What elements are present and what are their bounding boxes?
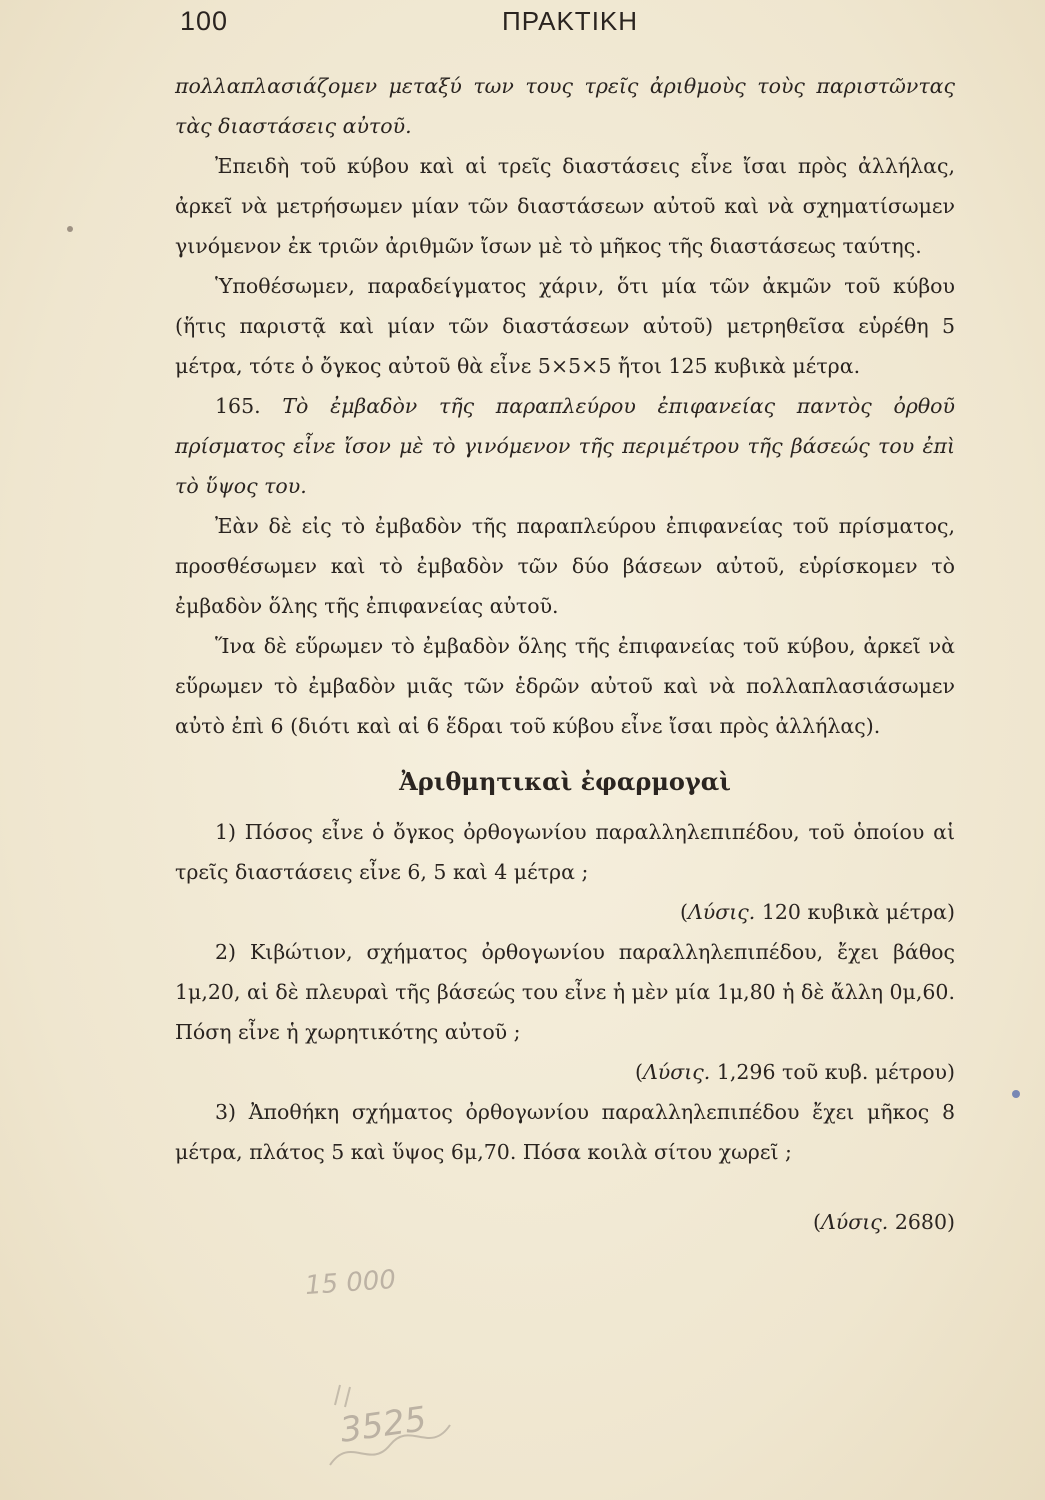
pencil-note: 3525 — [337, 1399, 429, 1451]
answer-3: (Λύσις. 2680) — [813, 1210, 955, 1234]
paragraph-3: Ὑποθέσωμεν, παραδείγματος χάριν, ὅτι μία τῶν ἀκμῶν τοῦ κύβου (ἥτις παριστᾷ καὶ μίαν τῶν διαστάσεων αὐτοῦ) μετρηθεῖσα εὑρέθη 5 μέτρα, τότε ὁ ὄγκος αὐτοῦ θὰ εἶνε 5×5×5 ἤτοι 125 κυβικὰ μέτρα. — [175, 274, 955, 378]
section-heading: Ἀριθμητικαὶ ἐφαρμογαὶ — [399, 767, 731, 796]
pencil-note: 15 000 — [304, 1264, 397, 1302]
answer-2: (Λύσις. 1,296 τοῦ κυβ. μέτρου) — [635, 1060, 955, 1084]
answer-value: 2680) — [894, 1210, 955, 1234]
answer-label: Λύσις. — [643, 1060, 711, 1084]
paragraph-1: πολλαπλασιάζομεν μεταξύ των τους τρεῖς ἀριθμοὺς τοὺς παριστῶντας τὰς διαστάσεις αὐτοῦ. — [175, 74, 955, 138]
paragraph-2: Ἐπειδὴ τοῦ κύβου καὶ αἱ τρεῖς διαστάσεις εἶνε ἴσαι πρὸς ἀλλήλας, ἀρκεῖ νὰ μετρήσωμεν μίαν τῶν διαστάσεων αὐτοῦ καὶ νὰ σχηματίσωμεν γινόμενον ἐκ τριῶν ἀριθμῶν ἴσων μὲ τὸ μῆκος τῆς διαστάσεως ταύτης. — [175, 154, 955, 258]
answer-value: 120 κυβικὰ μέτρα) — [761, 900, 955, 924]
section-number: 165. — [215, 394, 261, 418]
pencil-scribble-icon — [320, 1375, 460, 1485]
answer-1: (Λύσις. 120 κυβικὰ μέτρα) — [680, 900, 955, 924]
ink-dot-icon — [67, 226, 73, 232]
answer-value: 1,296 τοῦ κυβ. μέτρου) — [716, 1060, 955, 1084]
answer-label: Λύσις. — [821, 1210, 889, 1234]
theorem-text: Τὸ ἐμβαδὸν τῆς παραπλεύρου ἐπιφανείας παντὸς ὀρθοῦ πρίσματος εἶνε ἴσον μὲ τὸ γινόμενον τῆς περιμέτρου τῆς βάσεώς του ἐπὶ τὸ ὕψος του. — [175, 394, 955, 498]
exercise-1: 1) Πόσος εἶνε ὁ ὄγκος ὀρθογωνίου παραλληλεπιπέδου, τοῦ ὁποίου αἱ τρεῖς διαστάσεις εἶνε 6, 5 καὶ 4 μέτρα ; — [175, 820, 955, 884]
exercise-3: 3) Ἀποθήκη σχήματος ὀρθογωνίου παραλληλεπιπέδου ἔχει μῆκος 8 μέτρα, πλάτος 5 καὶ ὕψος 6μ,70. Πόσα κοιλὰ σίτου χωρεῖ ; — [175, 1100, 955, 1164]
exercise-2: 2) Κιβώτιον, σχήματος ὀρθογωνίου παραλληλεπιπέδου, ἔχει βάθος 1μ,20, αἱ δὲ πλευραὶ τῆς βάσεώς του εἶνε ἡ μὲν μία 1μ,80 ἡ δὲ ἄλλη 0μ,60. Πόση εἶνε ἡ χωρητικότης αὐτοῦ ; — [175, 940, 955, 1044]
paragraph-5: Ἐὰν δὲ εἰς τὸ ἐμβαδὸν τῆς παραπλεύρου ἐπιφανείας τοῦ πρίσματος, προσθέσωμεν καὶ τὸ ἐμβαδὸν τῶν δύο βάσεων αὐτοῦ, εὑρίσκομεν τὸ ἐμβαδὸν ὅλης τῆς ἐπιφανείας αὐτοῦ. — [175, 514, 955, 618]
answer-label: Λύσις. — [688, 900, 756, 924]
page-number: 100 — [180, 6, 229, 36]
paragraph-4 — [175, 386, 955, 506]
text-body — [175, 66, 955, 1242]
ink-dot-icon — [1012, 1090, 1020, 1098]
paragraph-6: Ἵνα δὲ εὕρωμεν τὸ ἐμβαδὸν ὅλης τῆς ἐπιφανείας τοῦ κύβου, ἀρκεῖ νὰ εὕρωμεν τὸ ἐμβαδὸν μιᾶς τῶν ἑδρῶν αὐτοῦ καὶ νὰ πολλαπλασιάσωμεν αὐτὸ ἐπὶ 6 (διότι καὶ αἱ 6 ἕδραι τοῦ κύβου εἶνε ἴσαι πρὸς ἀλλήλας). — [175, 634, 955, 738]
running-title: ΠΡΑΚΤΙΚΗ — [501, 6, 639, 36]
page-header — [180, 6, 960, 46]
